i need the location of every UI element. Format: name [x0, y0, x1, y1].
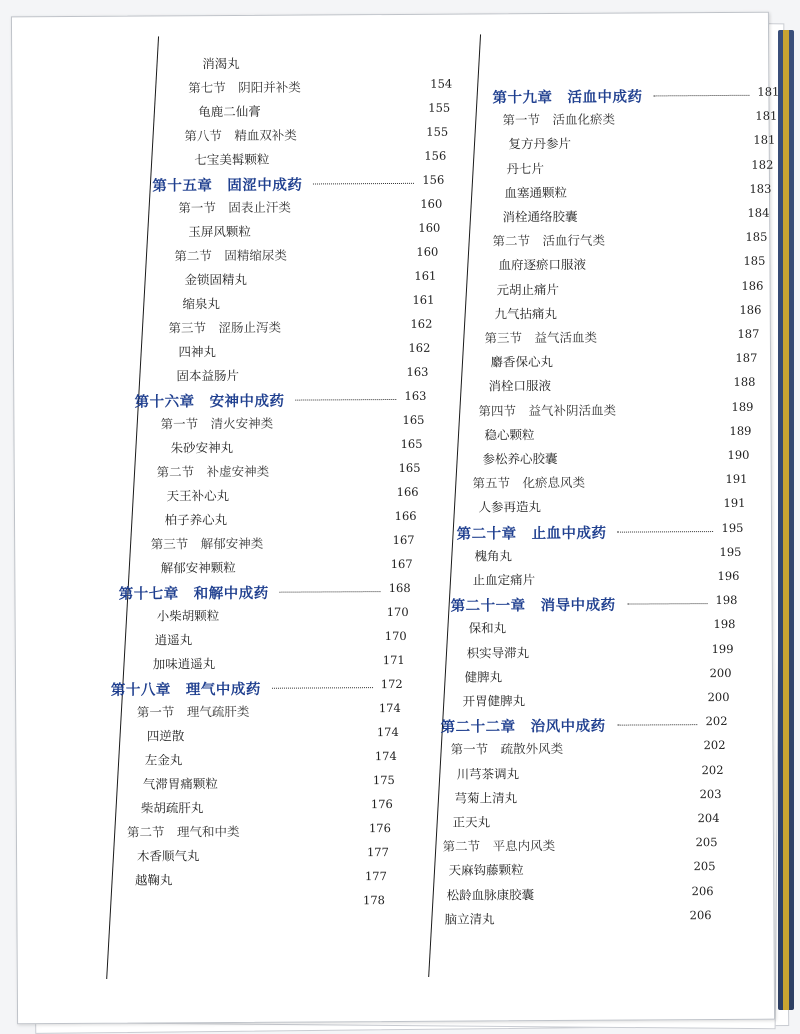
page-number: 195	[719, 544, 742, 559]
entry-title: 左金丸	[144, 752, 183, 768]
page-number: 181	[753, 133, 776, 148]
toc-column-right	[12, 13, 780, 1018]
entry-title: 枳实导滞丸	[466, 644, 530, 661]
page-number: 191	[723, 496, 746, 511]
entry-title: 七宝美髯颗粒	[194, 151, 270, 168]
entry-title: 消栓通络胶囊	[502, 208, 578, 225]
entry-title: 逍遥丸	[154, 632, 193, 648]
entry-title: 加味逍遥丸	[152, 656, 216, 672]
page-number: 203	[699, 786, 722, 801]
toc-chapter	[15, 520, 771, 547]
page-number: 187	[735, 350, 758, 366]
page-number: 200	[707, 689, 730, 705]
toc-item	[16, 665, 772, 692]
toc-chapter	[15, 593, 771, 620]
entry-title: 第一节 清火安神类	[160, 415, 274, 432]
entry-title: 第二节 补虚安神类	[156, 463, 270, 480]
entry-title: 第七节 阴阳并补类	[188, 79, 301, 96]
page-number: 190	[727, 447, 750, 462]
page-number: 184	[747, 205, 770, 220]
page-number: 200	[709, 665, 732, 680]
entry-title: 解郁安神颗粒	[160, 559, 236, 576]
page-number: 186	[741, 278, 764, 293]
page-number: 206	[691, 883, 714, 898]
page-number: 198	[713, 617, 736, 632]
leader-dots	[617, 724, 698, 725]
page-number: 168	[388, 580, 411, 596]
page-number: 170	[386, 604, 409, 620]
entry-title: 血府逐瘀口服液	[498, 257, 587, 273]
page-number: 205	[693, 859, 716, 874]
toc-item	[17, 811, 773, 838]
page-number: 187	[737, 326, 760, 341]
entry-title: 芎菊上清丸	[454, 790, 518, 806]
page-number: 181	[757, 84, 780, 99]
page-number: 156	[424, 148, 447, 163]
entry-title: 第二十章 止血中成药	[456, 525, 607, 543]
page-number: 202	[701, 762, 724, 777]
entry-title: 第三节 涩肠止泻类	[168, 319, 282, 336]
entry-title: 固本益肠片	[176, 367, 240, 384]
entry-title: 小柴胡颗粒	[156, 608, 220, 624]
page-number: 165	[398, 460, 421, 475]
entry-title: 第三节 解郁安神类	[150, 535, 264, 552]
book-edge	[778, 30, 794, 1010]
toc-item	[17, 907, 773, 934]
entry-title: 复方丹参片	[508, 136, 571, 152]
toc-item	[13, 206, 769, 233]
page-number: 166	[394, 508, 417, 523]
page-number: 196	[717, 568, 740, 584]
entry-title: 第三节 益气活血类	[484, 329, 598, 346]
page-number: 186	[739, 302, 762, 317]
page-number: 162	[410, 316, 433, 331]
page-number: 167	[390, 556, 413, 572]
page-number: 165	[400, 436, 423, 451]
toc-item	[16, 617, 772, 644]
page-number: 165	[402, 412, 425, 427]
entry-title: 九气拈痛丸	[494, 305, 558, 322]
page-number: 176	[370, 797, 393, 812]
toc-item	[13, 181, 772, 208]
entry-title: 消栓口服液	[488, 378, 552, 394]
entry-title: 第一节 活血化瘀类	[502, 111, 615, 128]
entry-title: 缩泉丸	[182, 296, 220, 312]
toc-item	[16, 641, 772, 668]
page-number: 202	[703, 738, 726, 753]
page-number: 174	[374, 748, 397, 764]
toc-section	[14, 327, 770, 354]
entry-title: 龟鹿二仙膏	[198, 103, 261, 120]
toc-item	[14, 351, 770, 378]
leader-dots	[653, 95, 749, 97]
entry-title: 第一节 疏散外风类	[450, 741, 564, 758]
toc-item	[17, 859, 773, 886]
entry-title: 第十五章 固涩中成药	[152, 177, 303, 195]
entry-title: 正天丸	[452, 814, 491, 830]
entry-title: 第二节 活血行气类	[492, 232, 606, 249]
entry-title: 第八节 精血双补类	[184, 127, 297, 144]
entry-title: 第十八章 理气中成药	[110, 681, 261, 699]
entry-title: 第四节 益气补阴活血类	[478, 402, 617, 419]
page-number: 199	[711, 641, 734, 656]
page-number: 162	[408, 340, 431, 355]
page-number: 163	[406, 364, 429, 379]
entry-title: 四逆散	[146, 728, 185, 744]
page-number: 172	[380, 676, 403, 692]
page-number: 170	[384, 628, 407, 644]
page-number: 205	[695, 835, 718, 850]
entry-title: 第五节 化瘀息风类	[472, 475, 586, 491]
page-number: 185	[743, 254, 766, 269]
entry-title: 元胡止痛片	[496, 281, 560, 297]
toc-item	[17, 786, 773, 813]
entry-title: 玉屏风颗粒	[188, 223, 251, 240]
leader-dots	[618, 531, 714, 533]
page-number: 160	[418, 220, 441, 235]
entry-title: 止血定痛片	[472, 572, 536, 588]
entry-title: 保和丸	[468, 620, 507, 636]
toc-item	[13, 254, 769, 281]
page-number: 163	[404, 388, 427, 403]
entry-title: 天麻钩藤颗粒	[448, 862, 524, 879]
entry-title: 血塞通颗粒	[504, 184, 567, 201]
page-number: 202	[705, 714, 728, 729]
page-number: 188	[733, 375, 756, 390]
toc-item	[14, 423, 770, 450]
page-number: 167	[392, 532, 415, 548]
toc-item	[17, 883, 773, 910]
toc-section	[15, 472, 771, 499]
entry-title: 第二节 理气和中类	[126, 823, 240, 840]
toc-section	[13, 108, 778, 136]
entry-title: 四神丸	[178, 344, 217, 360]
toc-item	[17, 762, 773, 789]
page-number: 176	[368, 821, 391, 836]
toc-item	[13, 157, 774, 184]
entry-title: 第十六章 安神中成药	[134, 393, 285, 411]
entry-title: 槐角丸	[474, 548, 513, 564]
entry-title: 气滞胃痛颗粒	[142, 776, 218, 792]
toc-chapter	[16, 714, 772, 741]
entry-title: 稳心颗粒	[484, 426, 535, 443]
page-number: 161	[414, 268, 437, 283]
page-number: 166	[396, 484, 419, 499]
entry-title: 第十九章 活血中成药	[492, 89, 643, 107]
page-number: 181	[755, 108, 778, 123]
entry-title: 丹七片	[506, 160, 544, 176]
entry-title: 朱砂安神丸	[170, 439, 234, 456]
page-number: 155	[426, 124, 449, 139]
toc-section	[14, 399, 770, 426]
page-number: 154	[430, 76, 453, 91]
page-number: 174	[376, 724, 399, 740]
entry-title: 人参再造丸	[478, 499, 542, 515]
page-number: 174	[378, 700, 401, 716]
toc-page	[11, 12, 780, 1025]
page-number: 198	[715, 593, 738, 608]
toc-item	[15, 569, 771, 596]
toc-item	[14, 302, 770, 329]
page-number: 155	[428, 100, 451, 115]
page-number: 175	[372, 772, 395, 788]
page-number: 161	[412, 292, 435, 307]
leader-dots	[627, 603, 708, 604]
entry-title: 开胃健脾丸	[462, 693, 526, 709]
page-number: 189	[729, 423, 752, 438]
toc-section	[17, 835, 773, 862]
entry-title: 金锁固精丸	[184, 271, 247, 288]
toc-item	[14, 375, 770, 402]
entry-title: 川芎茶调丸	[456, 765, 520, 782]
page-number: 177	[364, 869, 387, 884]
page-number: 185	[745, 229, 768, 245]
page-number: 183	[749, 181, 772, 196]
page-number: 160	[420, 196, 443, 211]
toc-item	[15, 544, 771, 571]
entry-title: 参松养心胶囊	[482, 450, 558, 467]
page-number: 195	[721, 520, 744, 535]
toc-item	[15, 448, 771, 475]
entry-title: 第一节 理气疏肝类	[136, 703, 250, 720]
page-number: 206	[689, 907, 712, 922]
toc-item	[16, 690, 772, 717]
entry-title: 第二十一章 消导中成药	[450, 597, 616, 615]
toc-chapter	[12, 84, 780, 112]
entry-title: 柴胡疏肝丸	[140, 800, 204, 816]
entry-title: 脑立清丸	[444, 911, 495, 927]
entry-title: 第二十二章 治风中成药	[440, 718, 606, 736]
toc-section	[16, 738, 772, 765]
page-number: 189	[731, 399, 754, 414]
entry-title: 柏子养心丸	[164, 512, 228, 528]
entry-title: 松龄血脉康胶囊	[446, 886, 535, 903]
entry-title: 越鞠丸	[134, 872, 173, 888]
page-number: 191	[725, 472, 748, 487]
toc-section	[13, 230, 769, 257]
entry-title: 木香顺气丸	[136, 848, 200, 864]
toc-item	[14, 278, 770, 305]
entry-title: 天王补心丸	[166, 488, 230, 504]
entry-title: 麝香保心丸	[490, 354, 554, 370]
toc-item	[15, 496, 771, 523]
entry-title: 第十七章 和解中成药	[118, 585, 269, 603]
entry-title: 第一节 固表止汗类	[178, 199, 291, 216]
page-number: 204	[697, 811, 720, 826]
page-number: 178	[362, 893, 385, 908]
page-number: 182	[751, 157, 774, 172]
toc-item	[13, 133, 776, 160]
page-number: 177	[366, 845, 389, 860]
entry-title: 第二节 固精缩尿类	[174, 247, 287, 264]
page-number: 156	[422, 172, 445, 187]
page-number: 171	[382, 652, 405, 668]
entry-title: 健脾丸	[464, 669, 503, 685]
page-number: 160	[416, 244, 439, 259]
entry-title: 第二节 平息内风类	[442, 838, 556, 854]
entry-title: 消渴丸	[202, 55, 240, 72]
